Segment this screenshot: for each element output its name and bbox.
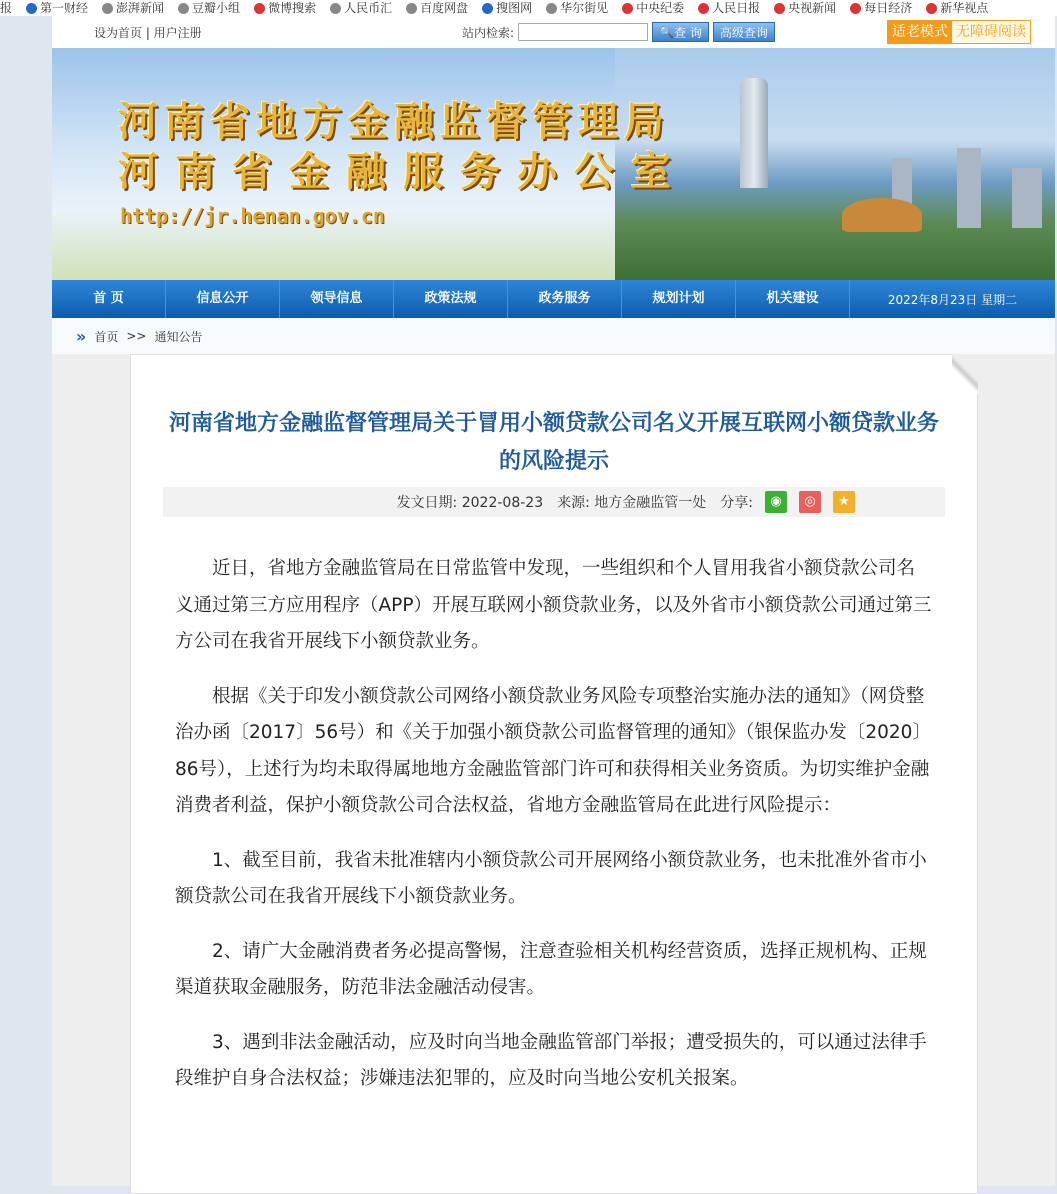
bookmark[interactable]: 豆瓣小组 [178,2,240,14]
nav-policy[interactable]: 政策法规 [394,280,508,318]
bookmark[interactable]: 微博搜索 [254,2,316,14]
paragraph: 1、截至目前，我省未批准辖内小额贷款公司开展网络小额贷款业务，也未批准外省市小额贷款公司在我省开展线下小额贷款业务。 [175,849,927,907]
paragraph: 2、请广大金融消费者务必提高警惕，注意查验相关机构经营资质，选择正规机构、正规渠道获取金融服务，防范非法金融活动侵害。 [175,940,927,998]
nav-organ[interactable]: 机关建设 [736,280,850,318]
banner-title-2: 河南省金融服务办公室 [118,149,688,195]
bookmark[interactable]: 人民日报 [698,2,760,14]
share-label: 分享: [720,495,753,511]
bookmark[interactable]: 百度网盘 [406,2,468,14]
nav-planning[interactable]: 规划计划 [622,280,736,318]
globe-icon [406,3,417,14]
breadcrumb-current[interactable]: 通知公告 [154,329,203,344]
nav-info[interactable]: 信息公开 [166,280,280,318]
dome [842,198,922,232]
paragraph: 根据《关于印发小额贷款公司网络小额贷款业务风险专项整治实施办法的通知》（网贷整治办函〔2017〕56号）和《关于加强小额贷款公司监督管理的通知》（银保监办发〔2020〕86号），上述行为均未取得属地地方金融监管部门许可和获得相关业务资质。为切实维护金融消费者利益，保护小额贷款公司合法权益，省地方金融监管局在此进行风险提示： [175,685,931,816]
article-meta [163,487,945,517]
bookmark[interactable]: 华尔街见 [546,2,608,14]
bookmark-icon [26,3,37,14]
bookmark-icon [102,3,113,14]
globe-icon [546,3,557,14]
article-title: 河南省地方金融监督管理局关于冒用小额贷款公司名义开展互联网小额贷款业务的风险提示 [168,411,939,474]
building [957,148,981,228]
search-button[interactable]: 🔍 查 询 [652,22,709,42]
site-search [462,22,775,42]
bookmarks-bar [0,0,1057,16]
date-label: 发文日期: [396,495,458,511]
article-card [130,354,978,1194]
accessibility-toggle [887,20,1031,44]
publish-date: 2022-08-23 [461,495,544,511]
bookmark[interactable]: 中央纪委 [622,2,684,14]
elder-mode-button[interactable]: 适老模式 [888,21,952,43]
bookmark[interactable]: 央视新闻 [774,2,836,14]
main-nav [52,280,1055,318]
globe-icon [330,3,341,14]
tower [740,78,768,188]
weibo-icon [254,3,265,14]
search-input[interactable] [518,23,648,41]
search-label: 站内检索: [462,25,515,40]
bookmark-icon [482,3,493,14]
weibo-icon [774,3,785,14]
weibo-icon [926,3,937,14]
weibo-share-icon[interactable]: ◎ [799,491,821,513]
breadcrumb [52,318,1055,354]
bookmark[interactable]: 新华视点 [926,2,988,14]
home-register-links[interactable]: 设为首页 | 用户注册 [94,25,202,40]
breadcrumb-sep: >> [126,329,147,343]
accessible-reading-button[interactable]: 无障碍阅读 [952,21,1030,43]
bookmark-icon [622,3,633,14]
banner [52,48,1055,280]
source-label: 来源: [557,495,590,511]
paragraph: 3、遇到非法金融活动，应及时向当地金融监管部门举报；遭受损失的，可以通过法律手段维护自身合法权益；涉嫌违法犯罪的，应及时向当地公安机关报案。 [175,1031,927,1089]
double-chevron-icon: » [76,326,87,346]
building [1012,168,1042,228]
magnifier-icon: 🔍 [659,25,674,39]
nav-home[interactable]: 首 页 [52,280,166,318]
wechat-share-icon[interactable]: ◉ [765,491,787,513]
breadcrumb-home[interactable]: 首页 [94,329,119,344]
globe-icon [178,3,189,14]
bookmark[interactable]: 报 [0,1,13,15]
advanced-search-button[interactable]: 高级查询 [713,22,775,42]
bookmark[interactable]: 人民币汇 [330,2,392,14]
current-date: 2022年8月23日 星期二 [887,292,1018,307]
page [52,16,1055,1186]
nav-leaders[interactable]: 领导信息 [280,280,394,318]
weibo-icon [850,3,861,14]
banner-title-1: 河南省地方金融监督管理局 [118,99,670,145]
paragraph: 近日，省地方金融监管局在日常监管中发现，一些组织和个人冒用我省小额贷款公司名义通过第三方应用程序（APP）开展互联网小额贷款业务，以及外省市小额贷款公司通过第三方公司在我省开展线下小额贷款业务。 [175,558,932,652]
bookmark[interactable]: 搜图网 [482,2,532,14]
source: 地方金融监管一处 [594,495,707,511]
bookmark[interactable]: 每日经济 [850,2,912,14]
favorite-star-icon[interactable]: ★ [833,491,855,513]
nav-services[interactable]: 政务服务 [508,280,622,318]
top-bar [52,16,1055,48]
banner-url: http://jr.henan.gov.cn [120,204,385,228]
bookmark[interactable]: 第一财经 [26,2,88,14]
article-body [175,551,933,1098]
bookmark[interactable]: 澎湃新闻 [102,2,164,14]
weibo-icon [698,3,709,14]
